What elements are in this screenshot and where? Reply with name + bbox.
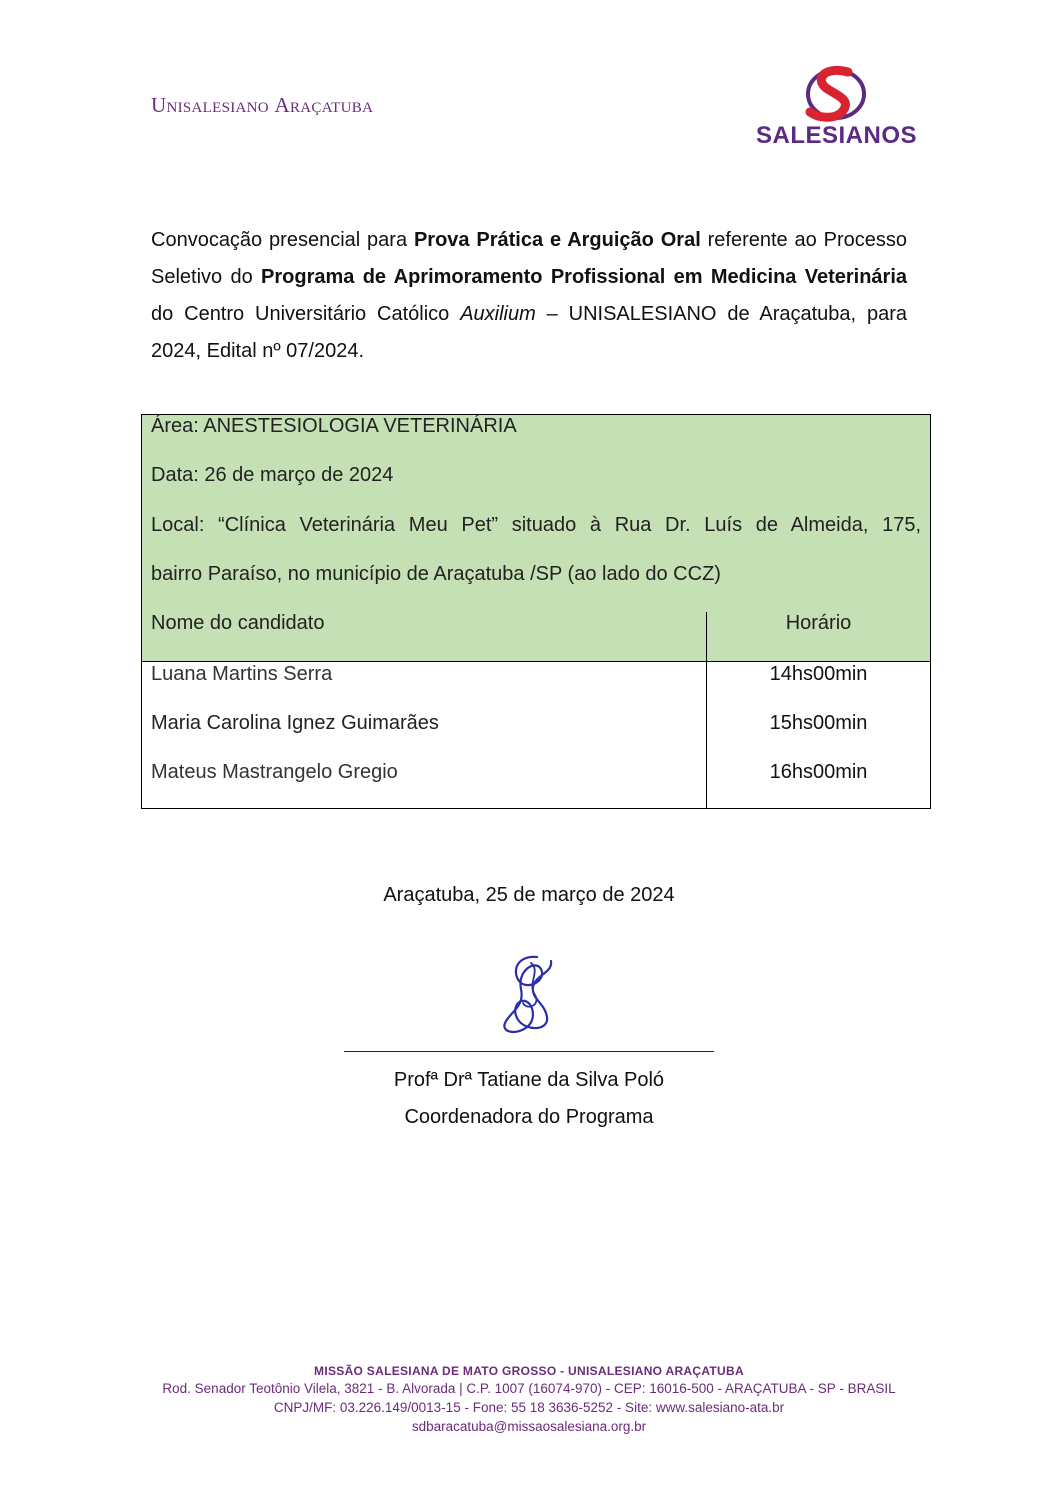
header-time [707, 612, 930, 662]
candidate-time: 16hs00min [769, 761, 868, 783]
intro-text-4: – UNISALESIANO de Araçatuba, para 2024, Edital nº 07/2024. [151, 303, 907, 362]
salesianos-logo [756, 62, 918, 154]
logo-wordmark: SALESIANOS [756, 122, 918, 149]
intro-text-1: Convocação presencial para [151, 229, 414, 251]
exam-info-panel [142, 415, 930, 613]
intro-text-2: referente ao Processo Seletivo do [151, 229, 907, 288]
handwritten-signature [497, 951, 561, 1037]
place-and-date: Araçatuba, 25 de março de 2024 [383, 884, 675, 906]
candidate-time: 14hs00min [769, 663, 868, 685]
signer-name: Profª Drª Tatiane da Silva Poló [393, 1069, 665, 1091]
intro-text-3: do Centro Universitário Católico [151, 303, 461, 325]
intro-bold-exam: Prova Prática e Arguição Oral [413, 229, 701, 251]
candidate-name: Mateus Mastrangelo Gregio [151, 761, 398, 783]
candidate-name: Maria Carolina Ignez Guimarães [151, 712, 439, 734]
signer-role: Coordenadora do Programa [404, 1106, 654, 1128]
location-line-1: Local: “Clínica Veterinária Meu Pet” situado à Rua Dr. Luís de Almeida, 175, [151, 514, 921, 536]
brand-initial-u: U [151, 93, 167, 117]
footer-organization: MISSÃO SALESIANA DE MATO GROSSO - UNISALESIANO ARAÇATUBA [314, 1364, 744, 1378]
header-time-label: Horário [785, 612, 852, 634]
institution-name [151, 93, 373, 118]
exam-schedule-table [141, 414, 931, 809]
header-candidate-label: Nome do candidato [151, 612, 325, 634]
area-line: Área: ANESTESIOLOGIA VETERINÁRIA [151, 415, 517, 437]
date-line: Data: 26 de março de 2024 [151, 464, 394, 486]
brand-word-aracatuba: raçatuba [289, 93, 374, 117]
brand-word-unisalesiano: nisalesiano [166, 93, 275, 117]
candidate-name: Luana Martins Serra [151, 663, 333, 685]
footer-contact: CNPJ/MF: 03.226.149/0013-15 - Fone: 55 18 3636-5252 - Site: www.salesiano-ata.br [273, 1400, 785, 1415]
header-candidate-name [142, 612, 707, 662]
brand-initial-a: A [274, 93, 290, 117]
footer-email: sdbaracatuba@missaosalesiana.org.br [411, 1419, 647, 1434]
candidate-time: 15hs00min [769, 712, 868, 734]
salesianos-s-emblem [756, 62, 912, 124]
intro-bold-program: Programa de Aprimoramento Profissional em Medicina Veterinária [261, 266, 908, 288]
signature-line [344, 1051, 714, 1052]
convocation-paragraph [151, 222, 907, 370]
footer-address: Rod. Senador Teotônio Vilela, 3821 - B. Alvorada | C.P. 1007 (16074-970) - CEP: 16016-500 - ARAÇATUBA - SP - BRASIL [162, 1381, 896, 1396]
location-line-2: bairro Paraíso, no município de Araçatuba /SP (ao lado do CCZ) [151, 563, 721, 585]
intro-italic-auxilium: Auxilium [460, 303, 536, 325]
